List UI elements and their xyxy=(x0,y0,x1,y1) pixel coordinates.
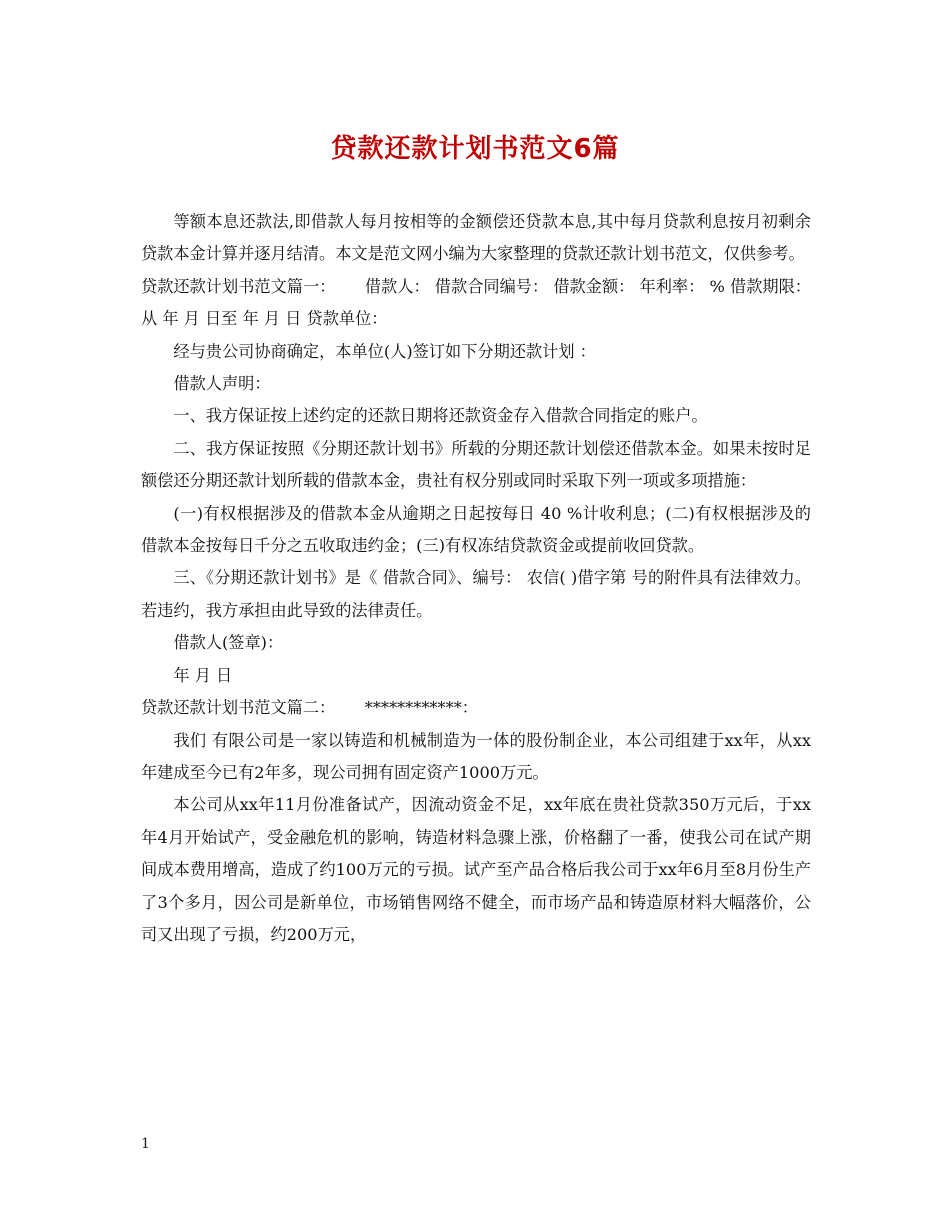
paragraph: 贷款还款计划书范文篇二： ************： xyxy=(141,698,478,718)
paragraph: 我们 有限公司是一家以铸造和机械制造为一体的股份制企业，本公司组建于xx年，从xx年建成至今已有2年多，现公司拥有固定资产1000万元。 xyxy=(141,730,811,782)
paragraph: 一、我方保证按上述约定的还款日期将还款资金存入借款合同指定的账户。 xyxy=(173,406,708,426)
paragraph: 本公司从xx年11月份准备试产，因流动资金不足，xx年底在贵社贷款350万元后，于xx年4月开始试产，受金融危机的影响，铸造材料急骤上涨，价格翻了一番，使我公司在试产期间成本费用增高，造成了约100万元的亏损。试产至产品合格后我公司于xx年6月至8月份生产了3个多月，因公司是新单位，市场销售网络不健全，而市场产品和铸造原材料大幅落价，公司又出现了亏损，约200万元， xyxy=(141,795,811,944)
paragraph: 经与贵公司协商确定，本单位(人)签订如下分期还款计划 ： xyxy=(173,341,596,361)
document-body xyxy=(141,206,811,951)
paragraph: 贷款还款计划书范文篇一： 借款人： 借款合同编号： 借款金额： 年利率： % 借款期限：从 年 月 日至 年 月 日 贷款单位： xyxy=(141,276,811,329)
paragraph: 等额本息还款法,即借款人每月按相等的金额偿还贷款本息,其中每月贷款利息按月初剩余贷款本金计算并逐月结清。本文是范文网小编为大家整理的贷款还款计划书范文，仅供参考。 xyxy=(141,212,811,264)
paragraph: 借款人(签章)： xyxy=(173,633,284,653)
document-title: 贷款还款计划书范文6篇 xyxy=(330,134,620,164)
paragraph: 年 月 日 xyxy=(173,665,233,685)
page-number: 1 xyxy=(141,1136,150,1152)
paragraph: 借款人声明： xyxy=(173,374,271,394)
paragraph: (一)有权根据涉及的借款本金从逾期之日起按每日 40 %计收利息；(二)有权根据涉及的借款本金按每日千分之五收取违约金；(三)有权冻结贷款资金或提前收回贷款。 xyxy=(141,503,811,556)
paragraph: 三、《分期还款计划书》是《 借款合同》、编号： 农信( )借字第 号的附件具有法律效力。若违约，我方承担由此导致的法律责任。 xyxy=(141,568,811,620)
paragraph: 二、我方保证按照《分期还款计划书》所载的分期还款计划偿还借款本金。如果未按时足额偿还分期还款计划所载的借款本金，贵社有权分别或同时采取下列一项或多项措施： xyxy=(141,438,811,491)
